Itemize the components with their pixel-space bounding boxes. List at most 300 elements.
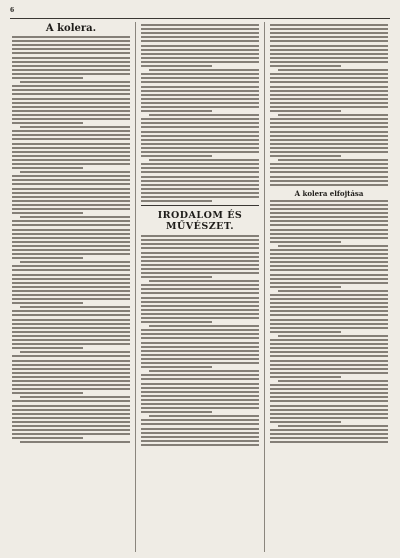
text-line [141,378,259,380]
text-line [12,343,130,345]
text-line [270,24,388,26]
text-line [12,265,130,267]
text-line [270,135,388,137]
text-line [141,57,259,59]
text-line [141,200,212,202]
text-line [270,229,388,231]
text-line [270,233,388,235]
text-line [12,290,130,292]
text-line [270,278,388,280]
article-body [270,200,388,444]
text-line [141,143,259,145]
text-line [12,314,130,316]
text-line [12,327,130,329]
text-line [141,399,259,401]
text-line [141,272,259,274]
text-line [20,171,130,173]
text-line [12,253,130,255]
text-line [270,171,388,173]
text-line [12,392,83,394]
text-line [12,192,130,194]
text-line [270,261,388,263]
text-line [12,384,130,386]
text-line [12,85,130,87]
text-line [270,355,388,357]
text-line [141,428,259,430]
column-2 [141,22,259,552]
text-line [270,310,388,312]
text-line [270,176,388,178]
text-line [141,24,259,26]
text-line [270,147,388,149]
text-line [12,294,130,296]
text-line [278,159,388,161]
text-line [141,252,259,254]
text-line [270,94,388,96]
text-line [141,98,259,100]
text-line [141,256,259,258]
text-line [141,131,259,133]
text-line [12,274,130,276]
text-line [12,200,130,202]
text-line [141,301,259,303]
text-line [270,441,388,443]
text-line [141,354,259,356]
text-line [141,276,212,278]
text-line [270,90,388,92]
text-line [141,171,259,173]
text-line [141,268,259,270]
text-line [141,28,259,30]
text-line [12,413,130,415]
text-line [12,298,130,300]
text-line [12,36,130,38]
text-line [141,362,259,364]
text-line [141,333,259,335]
column-3 [270,22,388,552]
text-line [12,249,130,251]
text-line [12,77,83,79]
text-line [12,241,130,243]
page-header [10,6,390,19]
text-line [141,440,259,442]
text-line [12,372,130,374]
text-line [12,98,130,100]
text-line [12,143,130,145]
text-line [12,183,130,185]
text-line [12,122,83,124]
text-line [270,327,388,329]
text-line [278,290,388,292]
text-line [12,208,130,210]
text-line [12,57,130,59]
text-line [270,40,388,42]
text-line [12,73,130,75]
text-line [141,374,259,376]
text-line [270,53,388,55]
text-line [270,36,388,38]
text-line [278,335,388,337]
text-line [12,437,83,439]
text-line [141,192,259,194]
text-line [270,155,341,157]
text-line [12,130,130,132]
text-line [141,102,259,104]
text-line [12,48,130,50]
text-line [270,286,341,288]
text-line [141,45,259,47]
text-line [270,249,388,251]
text-line [20,216,130,218]
text-line [141,126,259,128]
text-line [270,241,341,243]
text-line [149,159,259,161]
text-line [141,297,259,299]
text-line [141,243,259,245]
text-line [12,44,130,46]
text-line [270,433,388,435]
text-line [141,81,259,83]
text-line [20,81,130,83]
section-rule [141,205,259,206]
text-line [278,245,388,247]
section-title: IRODALOM ÉS MŰVÉSZET. [157,210,243,233]
text-line [270,200,388,202]
text-line [141,94,259,96]
text-line [270,122,388,124]
text-line [12,302,83,304]
text-line [12,65,130,67]
text-line [20,306,130,308]
text-line [141,350,259,352]
text-line [12,118,130,120]
text-line [278,425,388,427]
text-line [270,151,388,153]
text-line [270,347,388,349]
text-line [12,220,130,222]
text-line [12,417,130,419]
text-line [12,286,130,288]
text-line [270,302,388,304]
text-line [141,309,259,311]
text-line [270,339,388,341]
text-line [141,288,259,290]
text-line [20,396,130,398]
text-line [141,184,259,186]
text-line [270,220,388,222]
text-line [12,347,83,349]
text-line [12,429,130,431]
text-line [12,106,130,108]
text-line [141,110,212,112]
text-line [141,264,259,266]
text-line [141,403,259,405]
text-line [20,351,130,353]
text-line [270,49,388,51]
text-line [270,396,388,398]
column-divider [135,22,136,552]
text-line [270,298,388,300]
text-line [12,282,130,284]
text-line [12,40,130,42]
text-line [12,233,130,235]
text-line [270,86,388,88]
text-line [270,429,388,431]
text-line [12,433,130,435]
text-line [270,28,388,30]
text-line [12,400,130,402]
text-line [141,196,259,198]
page-number: 6 [10,7,15,14]
text-line [141,90,259,92]
text-line [141,419,259,421]
text-line [141,61,259,63]
text-line [12,93,130,95]
text-line [270,343,388,345]
text-line [270,437,388,439]
text-line [12,269,130,271]
text-line [12,388,130,390]
text-line [141,49,259,51]
text-line [149,415,259,417]
text-line [12,278,130,280]
text-line [149,280,259,282]
text-line [12,360,130,362]
text-line [270,417,388,419]
article-body [141,235,259,446]
text-line [141,147,259,149]
text-line [12,335,130,337]
article-body [141,24,259,202]
text-line [270,257,388,259]
text-line [12,323,130,325]
text-line [270,163,388,165]
text-line [270,212,388,214]
text-line [141,122,259,124]
text-line [12,409,130,411]
article-title: A kolera. [45,23,97,34]
text-line [270,118,388,120]
text-line [270,237,388,239]
text-line [12,102,130,104]
text-line [12,175,130,177]
text-line [141,247,259,249]
text-line [12,405,130,407]
text-line [141,423,259,425]
text-line [270,269,388,271]
text-line [141,407,259,409]
text-line [141,36,259,38]
text-line [141,32,259,34]
text-line [141,346,259,348]
text-line [141,40,259,42]
text-line [278,69,388,71]
text-line [270,388,388,390]
text-line [141,317,259,319]
text-line [141,383,259,385]
text-line [141,106,259,108]
text-line [141,53,259,55]
text-line [141,180,259,182]
text-line [270,110,341,112]
text-line [149,114,259,116]
text-line [141,65,212,67]
text-line [12,138,130,140]
text-line [141,444,259,446]
text-line [141,239,259,241]
text-line [278,380,388,382]
text-line [12,229,130,231]
text-line [12,237,130,239]
text-line [270,364,388,366]
text-line [270,81,388,83]
text-line [12,310,130,312]
text-line [270,405,388,407]
text-line [141,139,259,141]
text-line [141,176,259,178]
text-line [141,436,259,438]
text-line [141,260,259,262]
text-line [141,305,259,307]
text-line [270,45,388,47]
text-line [141,342,259,344]
text-line [12,196,130,198]
article-body [270,24,388,186]
text-line [270,274,388,276]
text-line [12,167,83,169]
text-line [278,114,388,116]
text-line [270,351,388,353]
text-line [141,366,212,368]
text-line [12,114,130,116]
text-line [141,292,259,294]
text-line [141,155,212,157]
text-line [270,216,388,218]
text-line [270,314,388,316]
text-line [141,387,259,389]
text-line [270,400,388,402]
article-subheading: A kolera elfojtása [294,188,364,198]
text-line [270,126,388,128]
text-line [270,372,388,374]
text-line [12,163,130,165]
text-line [270,376,341,378]
text-line [270,204,388,206]
text-line [12,110,130,112]
text-line [270,208,388,210]
text-line [149,370,259,372]
text-line [270,143,388,145]
text-line [141,167,259,169]
text-line [12,61,130,63]
text-line [141,337,259,339]
text-line [12,179,130,181]
text-line [270,421,341,423]
text-line [270,106,388,108]
text-line [141,313,259,315]
text-line [141,329,259,331]
text-line [12,147,130,149]
text-line [141,284,259,286]
text-line [149,325,259,327]
text-line [270,77,388,79]
text-line [12,245,130,247]
text-line [270,65,341,67]
text-line [141,86,259,88]
text-line [270,73,388,75]
text-line [12,368,130,370]
text-line [270,139,388,141]
text-line [12,425,130,427]
text-line [270,306,388,308]
text-line [12,224,130,226]
text-line [270,409,388,411]
text-line [141,358,259,360]
text-line [12,364,130,366]
text-line [141,163,259,165]
text-line [270,360,388,362]
text-line [270,184,388,186]
text-line [270,265,388,267]
text-line [20,441,130,443]
text-line [270,294,388,296]
text-line [270,167,388,169]
column-divider [264,22,265,552]
text-line [270,319,388,321]
text-line [270,61,388,63]
text-line [20,261,130,263]
text-line [141,77,259,79]
text-line [270,98,388,100]
text-line [12,355,130,357]
text-line [141,188,259,190]
text-line [270,180,388,182]
text-line [270,282,388,284]
text-line [12,69,130,71]
text-line [141,432,259,434]
text-line [270,32,388,34]
text-line [141,151,259,153]
text-line [270,368,388,370]
text-line [141,411,212,413]
text-line [12,134,130,136]
text-line [12,257,83,259]
text-line [12,421,130,423]
text-line [12,212,83,214]
text-line [141,395,259,397]
text-line [141,73,259,75]
text-line [270,413,388,415]
text-line [12,151,130,153]
text-line [270,392,388,394]
text-line [141,321,212,323]
text-line [141,135,259,137]
column-1 [12,22,130,552]
article-body [12,36,130,443]
text-line [12,52,130,54]
text-line [270,57,388,59]
text-line [270,384,388,386]
text-line [12,155,130,157]
text-line [12,331,130,333]
text-line [12,319,130,321]
text-line [270,323,388,325]
text-line [12,376,130,378]
text-line [149,69,259,71]
text-line [270,131,388,133]
text-line [12,380,130,382]
text-line [12,188,130,190]
